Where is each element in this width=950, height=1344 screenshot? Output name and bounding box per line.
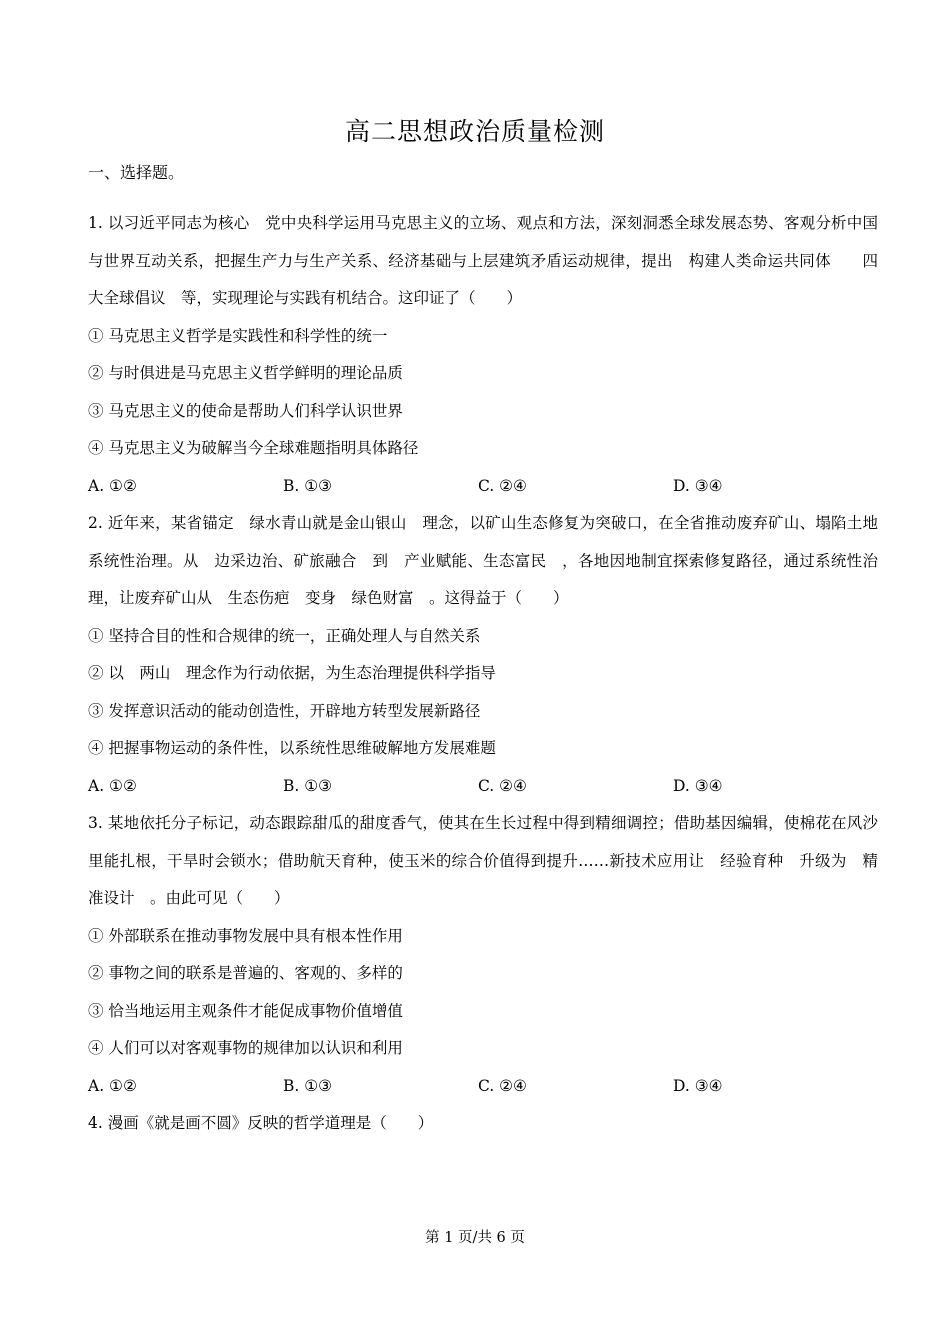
statement-option: ① 外部联系在推动事物发展中具有根本性作用	[88, 926, 403, 945]
choice-b: B. ①③	[283, 776, 333, 795]
question-3	[88, 805, 878, 1105]
statement-option: ① 坚持合目的性和合规律的统一，正确处理人与自然关系	[88, 626, 481, 645]
choice-c: C. ②④	[478, 776, 527, 795]
answer-choices	[88, 768, 878, 806]
choice-d: D. ③④	[673, 476, 723, 495]
choice-a: A. ①②	[88, 776, 137, 795]
statement-option: ④ 把握事物运动的条件性，以系统性思维破解地方发展难题	[88, 739, 496, 757]
choice-a: A. ①②	[88, 476, 137, 495]
page-title: 高二思想政治质量检测	[344, 117, 605, 146]
question-stem: 2. 近年来，某省锚定 绿水青山就是金山银山 理念，以矿山生态修复为突破口，在全省推动废弃矿山、塌陷土地系统性治理。从 边采边治、矿旅融合 到 产业赋能、生态富民 ，各地因地制宜探索修复路径，通过系统性治理，让废弃矿山从 生态伤疤 变身 绿色财富 。这得益于（ ）	[88, 514, 878, 607]
question-4	[88, 1105, 878, 1143]
statement-option: ② 与时俱进是马克思主义哲学鲜明的理论品质	[88, 364, 403, 382]
statement-option: ③ 恰当地运用主观条件才能促成事物价值增值	[88, 1001, 403, 1020]
statement-option: ① 马克思主义哲学是实践性和科学性的统一	[88, 326, 388, 345]
answer-choices	[88, 1068, 878, 1106]
statement-option: ② 事物之间的联系是普遍的、客观的、多样的	[88, 964, 403, 982]
choice-d: D. ③④	[673, 1076, 723, 1095]
choice-b: B. ①③	[283, 1076, 333, 1095]
question-list	[88, 205, 878, 1143]
statement-option: ④ 人们可以对客观事物的规律加以认识和利用	[88, 1039, 403, 1057]
section-heading: 一、选择题。	[88, 163, 185, 182]
statement-option: ③ 发挥意识活动的能动创造性，开辟地方转型发展新路径	[88, 701, 481, 720]
question-stem: 3. 某地依托分子标记，动态跟踪甜瓜的甜度香气，使其在生长过程中得到精细调控；借助基因编辑，使棉花在风沙里能扎根，干旱时会锁水；借助航天育种，使玉米的综合价值得到提升……新技术应用让 经验育种 升级为 精准设计 。由此可见（ ）	[88, 814, 878, 907]
statement-option: ④ 马克思主义为破解当今全球难题指明具体路径	[88, 439, 419, 457]
statement-option: ③ 马克思主义的使命是帮助人们科学认识世界	[88, 401, 403, 420]
question-1	[88, 205, 878, 505]
choice-d: D. ③④	[673, 776, 723, 795]
choice-c: C. ②④	[478, 476, 527, 495]
answer-choices	[88, 468, 878, 506]
choice-b: B. ①③	[283, 476, 333, 495]
question-stem: 4. 漫画《就是画不圆》反映的哲学道理是（ ）	[88, 1114, 434, 1132]
choice-a: A. ①②	[88, 1076, 137, 1095]
choice-c: C. ②④	[478, 1076, 527, 1095]
question-stem: 1. 以习近平同志为核心 党中央科学运用马克思主义的立场、观点和方法，深刻洞悉全球发展态势、客观分析中国与世界互动关系，把握生产力与生产关系、经济基础与上层建筑矛盾运动规律，提出 构建人类命运共同体 四大全球倡议 等，实现理论与实践有机结合。这印证了（ ）	[88, 214, 878, 307]
question-2	[88, 505, 878, 805]
page-number-footer: 第 1 页/共 6 页	[425, 1230, 525, 1246]
statement-option: ② 以 两山 理念作为行动依据，为生态治理提供科学指导	[88, 664, 496, 682]
